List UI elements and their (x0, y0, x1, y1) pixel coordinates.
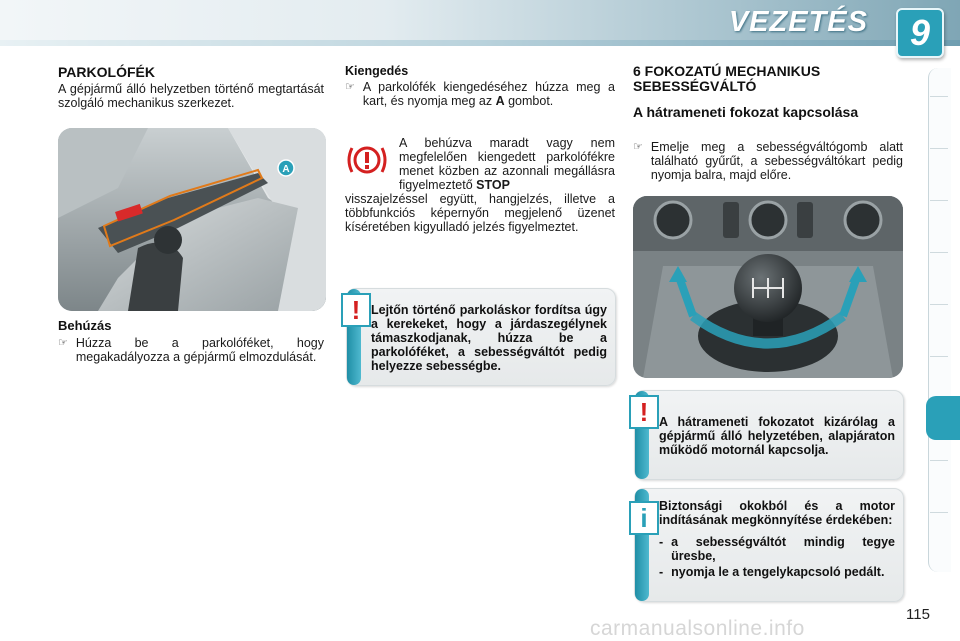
note-slope-parking (346, 288, 616, 386)
side-tab-divider (930, 96, 948, 97)
parking-brake-heading: PARKOLÓFÉK (58, 64, 155, 80)
engage-bullet: ☞ Húzza be a parkolóféket, hogy megakadályozza a gépjármű elmozdulását. (58, 336, 324, 364)
page-title: VEZETÉS (728, 6, 868, 38)
side-tab-divider (930, 252, 948, 253)
release-bullet: ☞ A parkolófék kiengedéséhez húzza meg a kart, és nyomja meg az A gombot. (345, 80, 615, 108)
info-badge-icon: i (629, 501, 659, 535)
gearbox-heading: 6 FOKOZATÚ MECHANIKUS SEBESSÉGVÁLTÓ (633, 63, 821, 94)
chapter-side-tabs (928, 68, 951, 572)
warning-text-bottom: visszajelzéssel együtt, hangjelzés, illetve a többfunkciós képernyőn megjelenő üzenet kíséretében kigyulladó jelzés figyelmeztet. (345, 192, 615, 234)
photo-label-a: A (282, 164, 290, 175)
release-heading: Kiengedés (345, 64, 409, 78)
watermark: carmanualsonline.info (590, 617, 805, 640)
parking-brake-warning-icon (346, 140, 388, 180)
reverse-gear-bullet: ☞ Emelje meg a sebességváltógomb alatt található gyűrűt, a sebességváltókart pedig nyomja balra, majd előre. (633, 140, 903, 182)
chapter-badge (896, 8, 944, 58)
note-reverse-gear (634, 390, 904, 480)
warning-text-top: A behúzva maradt vagy nem megfelelően kiengedett parkolófékre menet közben az azonnali megállásra figyelmeztető STOP (399, 136, 615, 192)
note-safety-title: Biztonsági okokból és a motor indításának megkönnyítése érdekében: (659, 499, 895, 527)
side-tab-divider (930, 512, 948, 513)
parking-brake-illustration (58, 128, 326, 311)
chapter-number: 9 (909, 12, 931, 53)
side-tab-active[interactable] (926, 396, 960, 440)
note-reverse-text: A hátrameneti fokozatot kizárólag a gépjármű álló helyzetében, alapjáraton működő motornál kapcsolja. (659, 415, 895, 457)
engage-heading: Behúzás (58, 318, 112, 333)
reverse-gear-heading: A hátrameneti fokozat kapcsolása (633, 104, 859, 120)
warning-badge-icon: ! (341, 293, 371, 327)
gear-shifter-photo (633, 196, 903, 378)
warning-badge-icon: ! (629, 395, 659, 429)
side-tab-divider (930, 460, 948, 461)
pointing-hand-icon: ☞ (345, 81, 355, 93)
side-tab-divider (930, 304, 948, 305)
note-slope-text: Lejtőn történő parkoláskor fordítsa úgy a kerekeket, hogy a járdaszegélynek támaszkodjanak, húzza be a parkolóféket, a sebességváltót pedig helyezze sebességbe. (371, 303, 607, 373)
side-tab-divider (930, 148, 948, 149)
side-tab-divider (930, 200, 948, 201)
parking-brake-intro: A gépjármű álló helyzetben történő megtartását szolgáló mechanikus szerkezet. (58, 82, 324, 110)
side-tab-divider (930, 356, 948, 357)
header-stripe (0, 40, 960, 46)
note-safety-info (634, 488, 904, 602)
pointing-hand-icon: ☞ (633, 141, 643, 153)
note-safety-item: - nyomja le a tengelykapcsoló pedált. (659, 565, 885, 579)
page-number: 115 (906, 606, 930, 623)
pointing-hand-icon: ☞ (58, 337, 68, 349)
parking-brake-photo (58, 128, 326, 311)
gear-shifter-illustration (633, 196, 903, 378)
note-safety-item: - a sebességváltót mindig tegye üresbe, (659, 535, 895, 563)
